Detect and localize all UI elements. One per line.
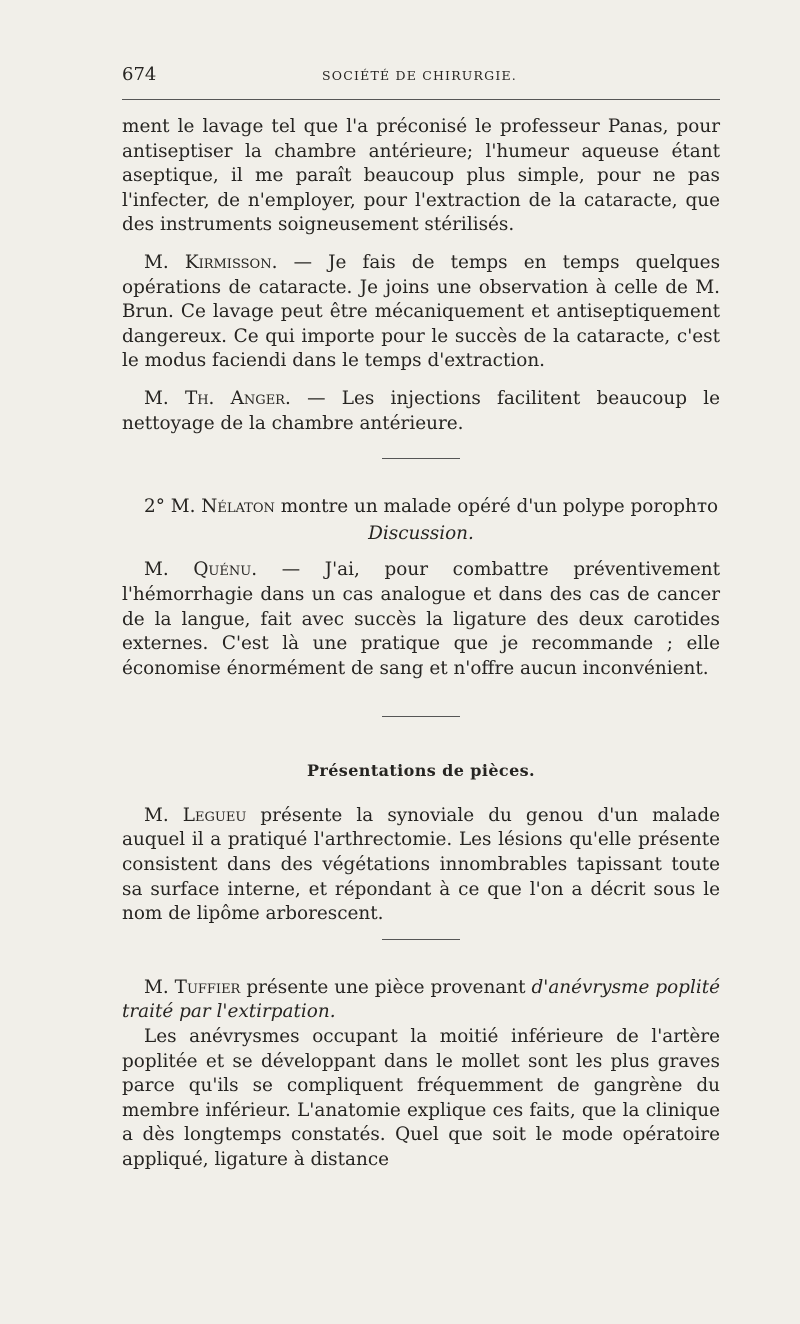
paragraph-anevrysmes: Les anévrysmes occupant la moitié inférieure de l'artère poplitée et se développant dans le mollet sont les plus graves parce qu'ils se compliquent fréquemment de gangrène du membre inférieur. L'anatomie explique ces faits, que la clinique a dès longtemps constatés. Quel que soit le mode opératoire appliqué, ligature à distance bbox=[122, 1026, 720, 1170]
tuffier-text: présente une pièce provenant bbox=[240, 976, 532, 998]
quenu-text: — J'ai, pour combattre préventivement l'hémorrhagie dans un cas analogue et dans des cas de cancer de la langue, fait avec succès la ligature des deux carotides externes. C'est là une pratique que je recommande ; elle économise énormément de sang et n'offre aucun inconvénient. bbox=[122, 559, 720, 679]
speaker-quenu: M. Quénu. bbox=[144, 559, 258, 581]
section-title: Présentations de pièces. bbox=[306, 761, 536, 781]
paragraph-1: ment le lavage tel que l'a préconisé le professeur Panas, pour antiseptiser la chambre antérieure; l'humeur aqueuse étant aseptique, il me paraît beaucoup plus simple, pour ne pas l'infecter, de n'employer, pour l'extraction de la cataracte, que des instruments soigneusement stérilisés. bbox=[122, 116, 720, 236]
legueu-text: présente la synoviale du genou d'un malade auquel il a pratiqué l'arthrectomie. Les lésions qu'elle présente consistent dans des végétations innombrables tapissant toute sa surface interne, et répondant à ce que l'on a décrit sous le nom de lipôme arborescent. bbox=[122, 804, 720, 925]
speaker-tuffier: M. Tuffier bbox=[144, 976, 241, 998]
page-number: 674 bbox=[122, 64, 157, 85]
paragraph-nelaton bbox=[122, 495, 720, 520]
speaker-nelaton: Nélaton bbox=[201, 496, 275, 518]
speaker-kirmisson: M. Kirmisson. bbox=[144, 251, 278, 273]
nelaton-prefix: 2° M. bbox=[144, 496, 202, 518]
speaker-legueu: M. Legueu bbox=[144, 804, 247, 826]
kirmisson-text: — Je fais de temps en temps quelques opérations de cataracte. Je joins une observation à celle de M. Brun. Ce lavage peut être mécaniquement et antiseptiquement dangereux. Ce qui importe pour le succès de la cataracte, c'est le modus faciendi dans le temps d'extraction. bbox=[122, 251, 721, 372]
paragraph-tuffier bbox=[122, 976, 720, 1025]
tuffier-italic: d'anévrysme poplité traité par l'extirpation. bbox=[122, 976, 720, 1023]
paragraph-quenu bbox=[122, 558, 720, 681]
paragraph-kirmisson bbox=[122, 251, 720, 374]
paragraph-anger bbox=[122, 387, 720, 436]
paragraph-legueu bbox=[122, 804, 720, 927]
speaker-anger: M. Th. Anger. bbox=[144, 387, 291, 409]
anger-text: — Les injections facilitent beaucoup le nettoyage de la chambre antérieure. bbox=[122, 387, 721, 434]
page-header bbox=[122, 62, 722, 88]
header-rule bbox=[122, 99, 720, 100]
running-title: SOCIÉTÉ DE CHIRURGIE. bbox=[322, 68, 517, 83]
nelaton-text: montre un malade opéré d'un polype porophто bbox=[274, 496, 719, 518]
page-body bbox=[122, 115, 720, 1173]
discussion-heading: Discussion. bbox=[368, 522, 474, 544]
